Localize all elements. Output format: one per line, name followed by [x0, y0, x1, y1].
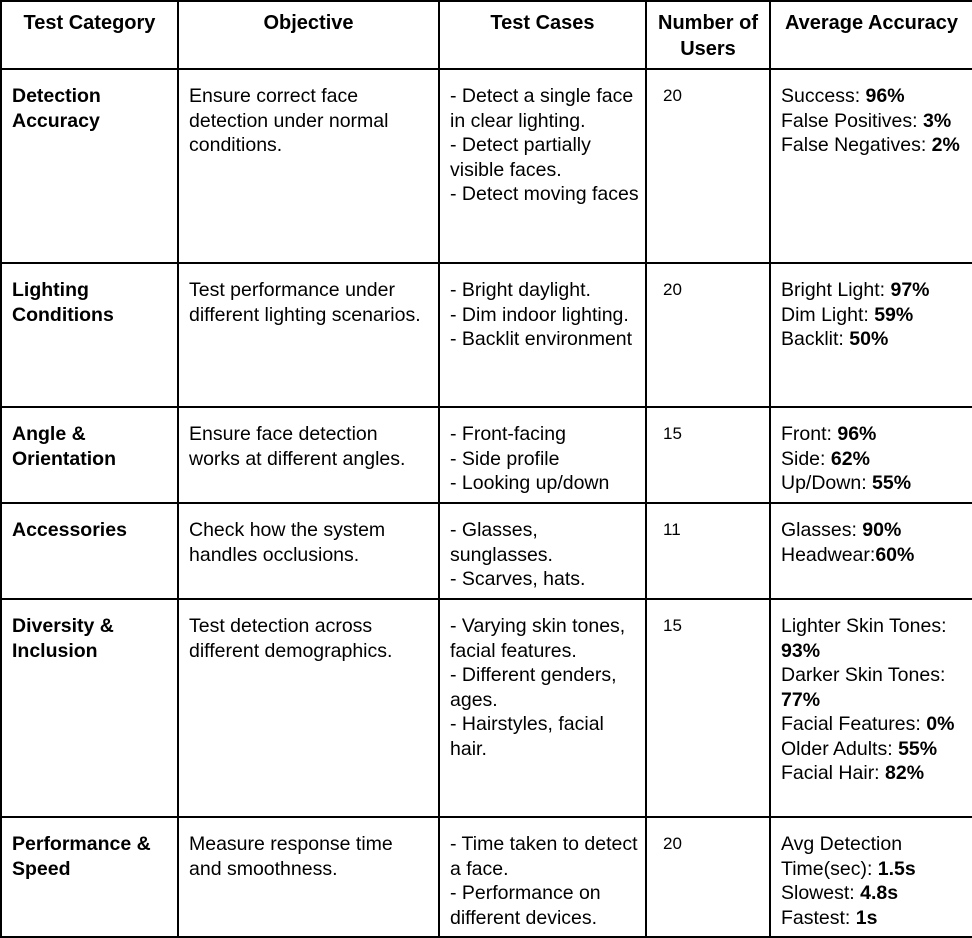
- result-label: Backlit:: [781, 328, 850, 350]
- result-label: Dim Light:: [781, 303, 875, 326]
- result-value: 50%: [849, 328, 889, 350]
- accuracy-result: [781, 422, 968, 447]
- test-case-line: - Detect a single face in clear lighting.: [450, 85, 634, 132]
- objective-cell: Ensure correct face detection under normal conditions.: [178, 69, 439, 263]
- accuracy-result: [781, 663, 968, 712]
- result-value: 60%: [875, 543, 915, 566]
- test-cases-cell: [439, 817, 646, 937]
- test-case-line: - Backlit environment: [450, 328, 633, 350]
- result-value: 96%: [865, 85, 905, 107]
- objective-cell: Test performance under different lighting scenarios.: [178, 263, 439, 407]
- result-value: 77%: [781, 688, 821, 711]
- header-average-accuracy: Average Accuracy: [770, 1, 972, 69]
- test-category-cell: Angle & Orientation: [1, 407, 178, 503]
- result-value: 4.8s: [860, 882, 899, 904]
- accuracy-result: [781, 906, 968, 931]
- accuracy-result: [781, 712, 968, 737]
- accuracy-result: [781, 832, 968, 881]
- header-test-cases: Test Cases: [439, 1, 646, 69]
- table-row: [1, 69, 972, 263]
- result-value: 62%: [830, 447, 870, 470]
- accuracy-result: [781, 518, 968, 543]
- result-label: Up/Down:: [781, 472, 873, 494]
- test-case-line: - Dim indoor lighting.: [450, 303, 629, 326]
- average-accuracy-cell: [770, 503, 972, 599]
- result-label: Darker Skin Tones:: [781, 664, 946, 686]
- result-label: Side:: [781, 447, 831, 470]
- test-case-line: - Looking up/down: [450, 472, 610, 494]
- accuracy-result: [781, 84, 968, 109]
- result-value: 97%: [890, 279, 930, 301]
- result-value: 1s: [855, 906, 878, 929]
- average-accuracy-cell: [770, 263, 972, 407]
- result-label: Headwear:: [781, 543, 876, 566]
- accuracy-result: [781, 881, 968, 906]
- accuracy-result: [781, 327, 968, 352]
- number-of-users-cell: 20: [646, 263, 770, 407]
- objective-cell: Test detection across different demographics.: [178, 599, 439, 817]
- test-case-line: - Detect moving faces: [450, 183, 639, 205]
- table-row: [1, 263, 972, 407]
- accuracy-result: [781, 761, 968, 786]
- result-label: Front:: [781, 423, 838, 445]
- result-label: Bright Light:: [781, 279, 891, 301]
- header-objective: Objective: [178, 1, 439, 69]
- number-of-users-cell: 20: [646, 817, 770, 937]
- test-category-cell: Detection Accuracy: [1, 69, 178, 263]
- result-label: Avg Detection Time(sec):: [781, 833, 903, 880]
- result-value: 55%: [872, 472, 912, 494]
- table-row: [1, 407, 972, 503]
- number-of-users-cell: 15: [646, 599, 770, 817]
- result-value: 82%: [885, 762, 925, 784]
- test-case-line: - Glasses, sunglasses.: [450, 519, 553, 566]
- test-category-cell: Diversity & Inclusion: [1, 599, 178, 817]
- average-accuracy-cell: [770, 407, 972, 503]
- accuracy-result: [781, 447, 968, 472]
- accuracy-result: [781, 133, 968, 158]
- test-cases-cell: [439, 599, 646, 817]
- result-label: False Negatives:: [781, 134, 932, 156]
- test-case-line: - Hairstyles, facial hair.: [450, 713, 604, 760]
- table-row: [1, 503, 972, 599]
- accuracy-result: [781, 614, 968, 663]
- number-of-users-cell: 20: [646, 69, 770, 263]
- test-cases-cell: [439, 503, 646, 599]
- header-row: [1, 1, 972, 69]
- table-row: [1, 817, 972, 937]
- average-accuracy-cell: [770, 817, 972, 937]
- result-label: Success:: [781, 85, 866, 107]
- test-case-line: - Side profile: [450, 447, 560, 470]
- accuracy-result: [781, 303, 968, 328]
- test-category-cell: Lighting Conditions: [1, 263, 178, 407]
- number-of-users-cell: 11: [646, 503, 770, 599]
- result-label: Facial Hair:: [781, 762, 886, 784]
- result-value: 3%: [922, 109, 952, 132]
- test-category-cell: Accessories: [1, 503, 178, 599]
- table-row: [1, 599, 972, 817]
- test-case-line: - Bright daylight.: [450, 279, 591, 301]
- result-value: 2%: [931, 134, 960, 156]
- test-case-line: - Performance on different devices.: [450, 882, 601, 929]
- number-of-users-cell: 15: [646, 407, 770, 503]
- result-value: 55%: [898, 737, 938, 760]
- result-value: 59%: [874, 303, 914, 326]
- test-case-line: - Detect partially visible faces.: [450, 134, 591, 181]
- test-case-line: - Time taken to detect a face.: [450, 833, 638, 880]
- test-cases-cell: [439, 407, 646, 503]
- result-label: Fastest:: [781, 906, 856, 929]
- result-label: Glasses:: [781, 519, 863, 541]
- result-value: 93%: [781, 639, 821, 662]
- header-test-category: Test Category: [1, 1, 178, 69]
- accuracy-result: [781, 543, 968, 568]
- test-case-line: - Varying skin tones, facial features.: [450, 615, 626, 662]
- average-accuracy-cell: [770, 599, 972, 817]
- accuracy-result: [781, 737, 968, 762]
- result-value: 0%: [926, 713, 955, 735]
- result-label: Older Adults:: [781, 737, 899, 760]
- result-label: Facial Features:: [781, 713, 927, 735]
- accuracy-result: [781, 109, 968, 134]
- test-case-line: - Front-facing: [450, 423, 566, 445]
- objective-cell: Ensure face detection works at different angles.: [178, 407, 439, 503]
- accuracy-result: [781, 471, 968, 496]
- average-accuracy-cell: [770, 69, 972, 263]
- result-label: Lighter Skin Tones:: [781, 615, 947, 637]
- result-label: Slowest:: [781, 882, 861, 904]
- test-cases-cell: [439, 263, 646, 407]
- accuracy-result: [781, 278, 968, 303]
- result-value: 90%: [862, 519, 902, 541]
- result-value: 96%: [837, 423, 877, 445]
- test-category-cell: Performance & Speed: [1, 817, 178, 937]
- objective-cell: Measure response time and smoothness.: [178, 817, 439, 937]
- result-label: False Positives:: [781, 109, 923, 132]
- test-case-line: - Scarves, hats.: [450, 568, 586, 590]
- test-case-line: - Different genders, ages.: [450, 664, 617, 711]
- objective-cell: Check how the system handles occlusions.: [178, 503, 439, 599]
- result-value: 1.5s: [877, 857, 916, 880]
- test-cases-cell: [439, 69, 646, 263]
- header-number-of-users: Number of Users: [646, 1, 770, 69]
